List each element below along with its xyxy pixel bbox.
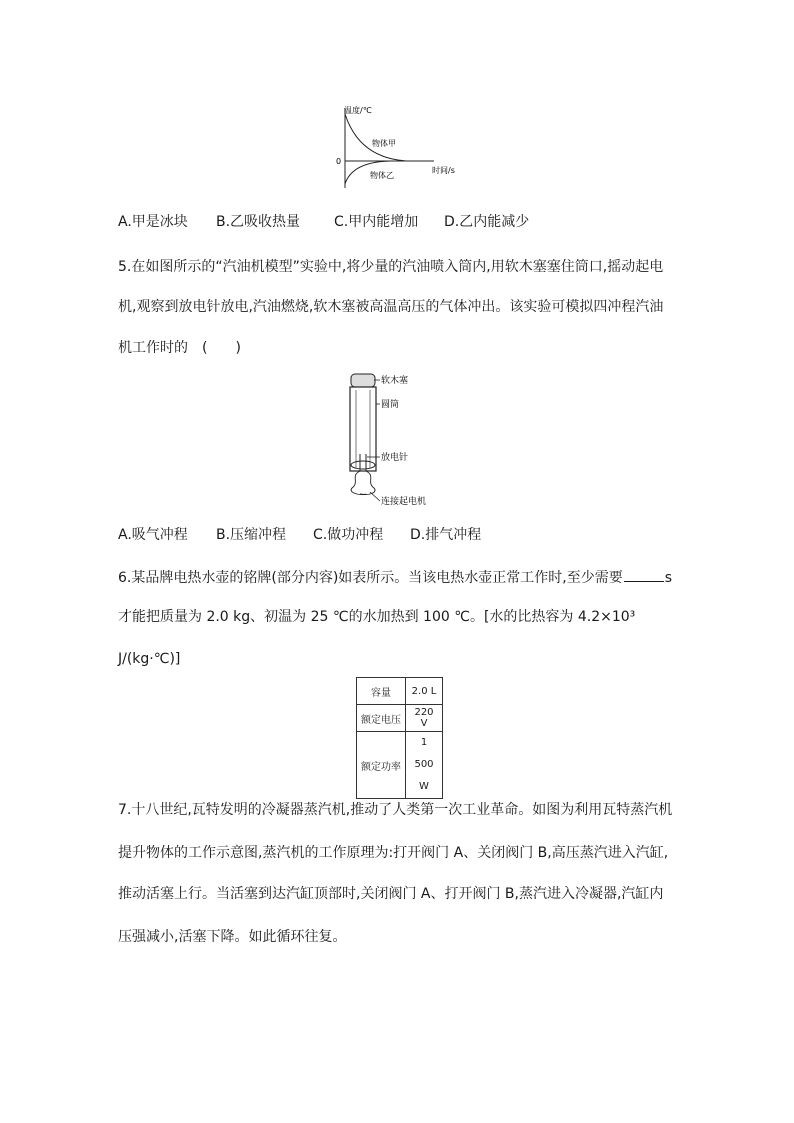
nameplate-table (356, 677, 443, 799)
power-unit: W (419, 781, 429, 792)
q7-line-2: 提升物体的工作示意图,蒸汽机的工作原理为:打开阀门 A、关闭阀门 B,高压蒸汽进入汽缸, (118, 845, 669, 861)
q5-line-3: 机工作时的 ( ) (118, 340, 241, 356)
q7-line-3: 推动活塞上行。当活塞到达汽缸顶部时,关闭阀门 A、打开阀门 B,蒸汽进入冷凝器,汽缸内 (118, 886, 664, 902)
q4-options (118, 212, 529, 232)
cylinder-bottom (351, 461, 375, 469)
answer-blank (624, 567, 664, 582)
table-row (357, 732, 443, 799)
q6-line-2: 才能把质量为 2.0 kg、初温为 25 ℃的水加热到 100 ℃。[水的比热容为 4.2×10³ (118, 609, 636, 625)
origin-label: 0 (336, 157, 342, 166)
temperature-time-graph (330, 100, 470, 192)
needle-label: 放电针 (381, 453, 409, 463)
q4-option-b: B.乙吸收热量 (216, 214, 301, 230)
q5-line-1: 5.在如图所示的“汽油机模型”实验中,将少量的汽油喷入筒内,用软木塞塞住筒口,摇动起电 (118, 259, 664, 275)
table-cell-value: 2.0 L (406, 678, 443, 705)
q5-option-a: A.吸气冲程 (118, 527, 188, 543)
x-axis-label: 时间/s (432, 166, 455, 175)
q7-line-4: 压强减小,活塞下降。如此循环往复。 (118, 929, 347, 945)
table-row (357, 678, 443, 705)
curve-a-label: 物体甲 (372, 139, 396, 148)
q5-option-d: D.排气冲程 (410, 527, 482, 543)
q5-option-c: C.做功冲程 (313, 527, 384, 543)
cork (351, 374, 375, 387)
table-cell-label: 额定电压 (357, 705, 406, 732)
q6-line-1-text: 6.某品牌电热水壶的铭牌(部分内容)如表所示。当该电热水壶正常工作时,至少需要 (118, 570, 623, 586)
table-row (357, 705, 443, 732)
q4-option-c: C.甲内能增加 (334, 214, 419, 230)
q5-option-b: B.压缩冲程 (216, 527, 287, 543)
q4-option-d: D.乙内能减少 (444, 214, 530, 230)
curve-b-label: 物体乙 (370, 171, 394, 180)
table-cell-value (406, 732, 443, 799)
q5-options (118, 525, 481, 545)
pointer-line (370, 492, 380, 501)
cylinder-label: 圆筒 (381, 400, 400, 410)
cylinder (350, 387, 376, 471)
y-axis-label: 温度/℃ (344, 106, 372, 115)
cork-label: 软木塞 (381, 376, 409, 386)
q5-line-2: 机,观察到放电针放电,汽油燃烧,软木塞被高温高压的气体冲出。该实验可模拟四冲程汽油 (118, 299, 664, 315)
q6-line-1 (118, 567, 672, 588)
power-value: 1 500 (414, 737, 434, 770)
q6-line-3: J/(kg·℃)] (118, 651, 181, 667)
q7-line-1: 7.十八世纪,瓦特发明的冷凝器蒸汽机,推动了人类第一次工业革命。如图为利用瓦特蒸汽机 (118, 802, 673, 818)
generator-label: 连接起电机 (381, 497, 427, 507)
q6-line-1-unit: s (664, 570, 673, 586)
table-cell-label: 额定功率 (357, 732, 406, 799)
generator-wires (351, 471, 375, 495)
table-cell-label: 容量 (357, 678, 406, 705)
table-cell-value: 220 V (406, 705, 443, 732)
engine-model-figure (336, 368, 456, 510)
curve-a (345, 114, 406, 161)
q4-option-a: A.甲是冰块 (118, 214, 188, 230)
